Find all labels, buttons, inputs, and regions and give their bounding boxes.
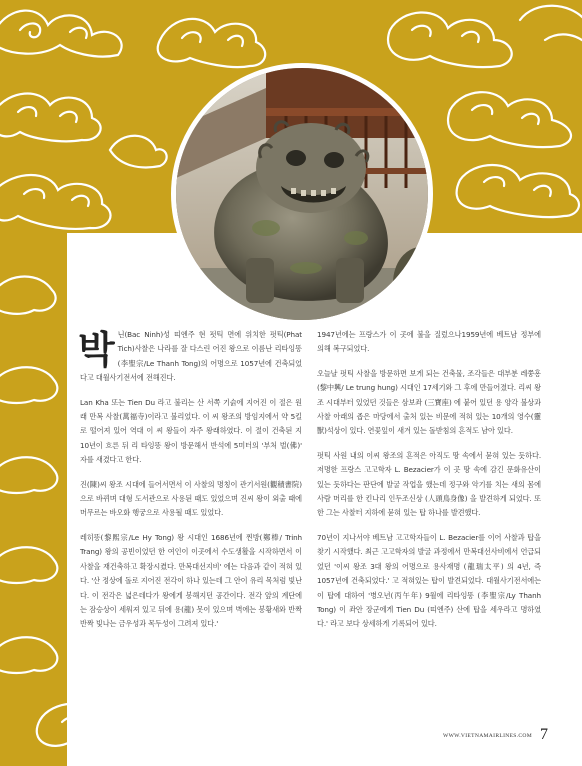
- article-right-column: [317, 328, 541, 642]
- footer-url: WWW.VIETNAMAIRLINES.COM: [443, 733, 533, 739]
- paragraph: 오늘날 펏틱 사찰을 방문하면 보게 되는 건축물, 조각들은 대부분 레쭝흥(黎中興/ Le trung hung) 시대인 17세기와 그 후에 만들어졌다. 리씨 왕조 시대부터 있었던 것들은 삼보좌 (三寶座) 에 붙어 있던 용 양각 불상과 사찰 아래의 좁은 마당에서 출처 있는 비문에 적혀 있는 10개의 영수(靈獸)석상이 있다. 연꽃잎이 새겨 있는 돌받침의 흔적도 남아 있다.: [317, 368, 541, 436]
- dropcap: 박: [78, 327, 115, 372]
- page-number: 7: [540, 726, 548, 743]
- paragraph-text: 닌(Bac Ninh)성 띠엔주 현 펏틱 면에 위치한 펏틱(Phat Tich)사찰은 나라를 잘 다스린 어진 왕으로 이름난 리타잉똥(李聖宗/Le Thanh Tong)의 어명으로 1057년에 건축되었다고 대월사기전서에 전해진다.: [80, 330, 302, 383]
- article-left-column: [80, 328, 302, 642]
- paragraph: Lan Kha 또는 Tien Du 라고 불리는 산 서쪽 기슭에 지어진 이 절은 원래 만복 사찰(萬福寺)이라고 불리었다. 이 씨 왕조의 방임지에서 약 5킬로 떨어져 있어 역대 이 씨 왕들이 자주 왕래하였다. 이 절이 건축된 지 10년이 흐른 뒤 리 타잉똥 왕이 방문해서 반석에 5미터의 '부처 벌(佛)' 자를 새겼다고 한다.: [80, 397, 302, 465]
- paragraph: 1947년에는 프랑스가 이 곳에 불을 질렀으나1959년에 베트남 정부에 의해 복구되었다.: [317, 330, 541, 354]
- paragraph: 레히똥(黎熙宗/Le Hy Tong) 왕 시대인 1686년에 찐방(鄭棒/ Trinh Trang) 왕의 공빈이었던 한 여인이 이곳에서 수도생활을 시작하면서 이 사찰을 재건축하고 확장시켰다. 만복대선지비' 에는 다음과 같이 적혀 있다. '산 정상에 돌로 지어진 전각이 하나 있는데 그 안이 유리 목처럼 빛난다. 이 전각은 넓은데다가 왕에게 봉해지던 공간이다. 전각 앞의 계단에는 잠승상이 세워져 있고 뒤에 용(龍) 못이 있으며 벽에는 봉황새와 반짝 반짝 빛나는 금우성과 목두성이 그려져 있다.': [80, 532, 302, 629]
- stone-lion-photo: [171, 63, 433, 325]
- stone-lion-illustration: [176, 68, 428, 320]
- paragraph: 펏틱 사원 내의 이씨 왕조의 흔적은 아직도 땅 속에서 묻혀 있는 듯하다. 저명한 프랑스 고고학자 L. Bezacier가 이 곳 땅 속에 감긴 문화유산이 있는 듯하다는 판단에 발굴 작업을 했는데 정구와 악기를 치는 새의 몸에 사람 머리를 한 킨나리 인두조신상 (人頭鳥身像) 을 발견하게 되었다. 또한 그는 사찰터 지하에 묻혀 있는 탑 하나를 발견했다.: [317, 450, 541, 518]
- paragraph: [80, 328, 302, 386]
- paragraph: 70년이 지나서야 베트남 고고학자들이 L. Bezacier를 이어 사찰과 탑을 찾기 시작했다. 최근 고고학자의 발굴 과정에서 만복대선사비에서 언급되었던 '이씨 왕조 3대 왕의 어명으로 용사재명 (龍瑞太平) 의 4년, 즉 1057년에 건축되었다.' 고 적혀있는 탑이 발견되었다. 대월사기전서에는 이 탑에 대하여 '병오년(丙午年) 9월에 리타잉똥 (李聖宗/Ly Thanh Tong) 이 좌안 장군에게 Tien Du (띠엔주) 산에 탑을 세우라고 명하였다.' 라고 보다 상세하게 기록되어 있다.: [317, 532, 541, 629]
- paragraph: 진(陳)씨 왕조 시대에 들어서면서 이 사찰의 명칭이 관기서원(觀積書院)으로 바뀌며 대형 도서관으로 사용된 때도 있었으며 진씨 왕이 외출 때에 머무르는 바오화 행궁으로 사용될 때도 있었다.: [80, 479, 302, 518]
